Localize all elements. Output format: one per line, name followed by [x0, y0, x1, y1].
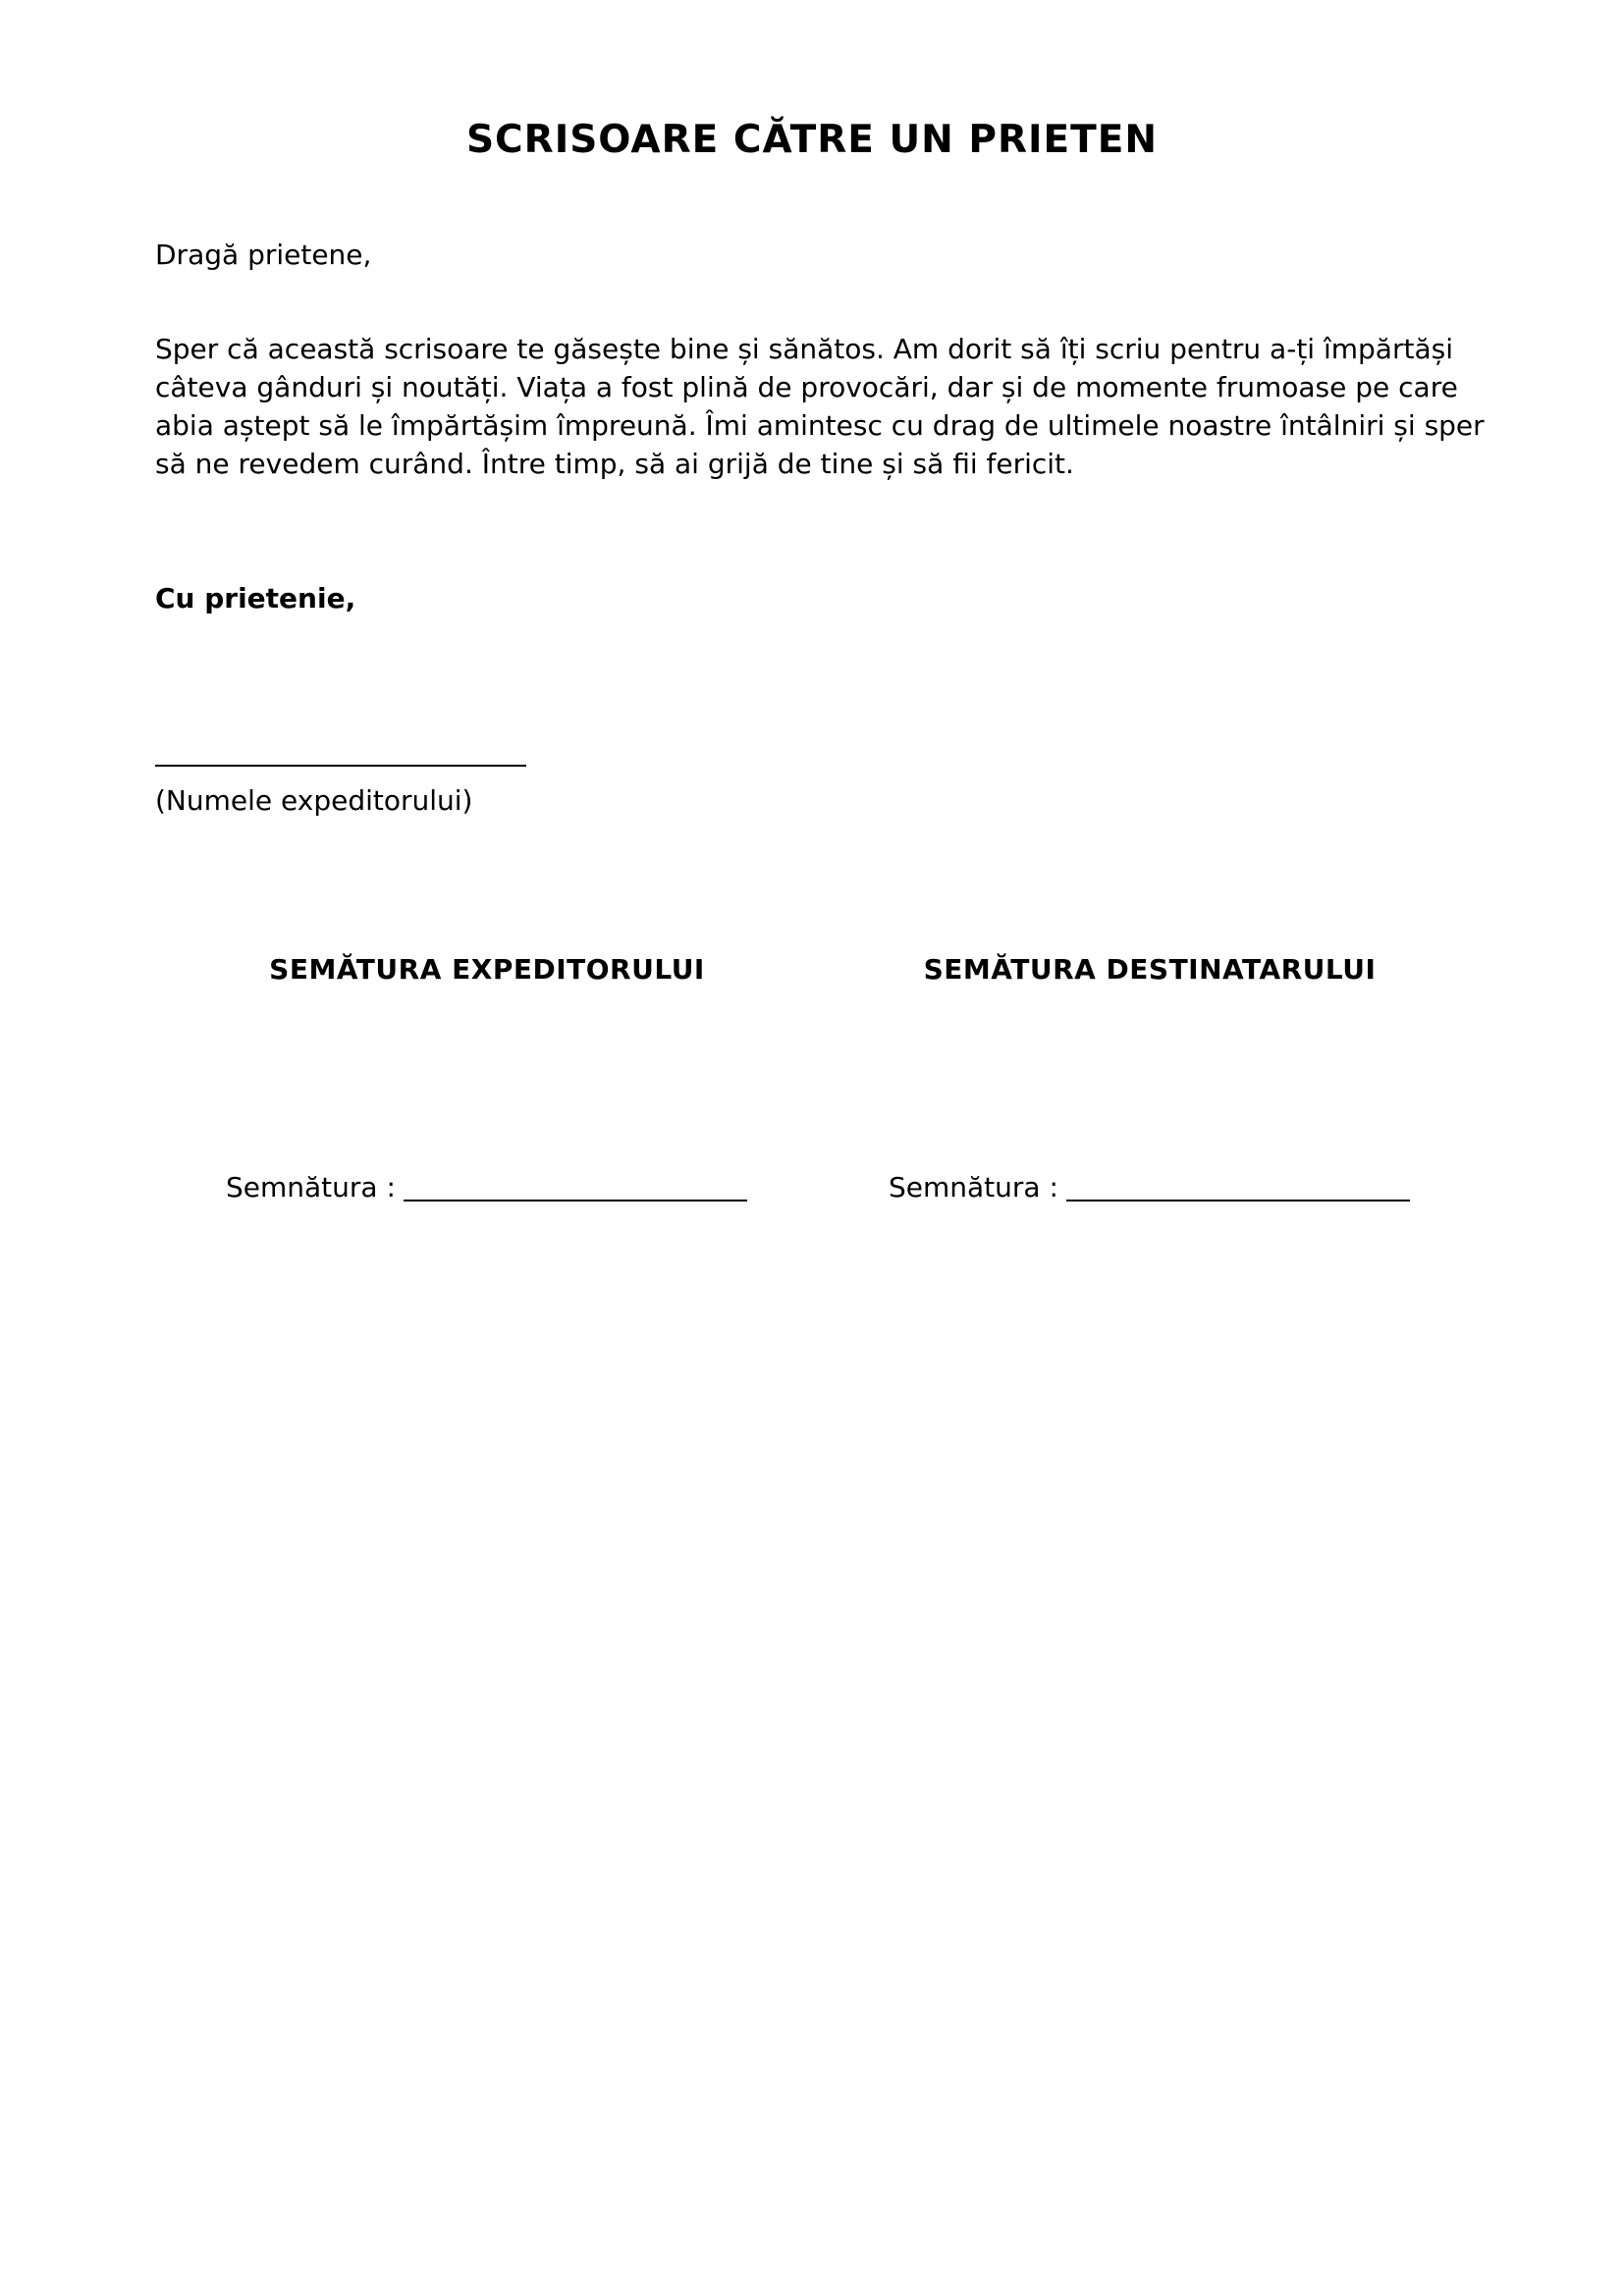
sender-signature-label: Semnătura :: [226, 1171, 396, 1203]
recipient-signature-heading: SEMĂTURA DESTINATARULUI: [923, 953, 1377, 986]
letter-body: Sper că această scrisoare te găsește bine și sănătos. Am dorit să îți scriu pentru a-ți împărtăși câteva gânduri și noutăți. Viața a fost plină de provocări, dar și de momente frumoase pe care abia aștept să le împărtășim împreună. Îmi amintesc cu drag de ultimele noastre întâlniri și sper să ne revedem curând. Între timp, să ai grijă de tine și să fii fericit.: [155, 333, 1485, 480]
recipient-signature-line: [1066, 1170, 1410, 1201]
page-title: SCRISOARE CĂTRE UN PRIETEN: [465, 118, 1159, 162]
sender-signature-field: [226, 1168, 747, 1207]
sender-name-line: [155, 765, 526, 767]
recipient-signature-label: Semnătura :: [889, 1171, 1058, 1203]
sender-signature-heading: SEMĂTURA EXPEDITORULUI: [269, 953, 705, 986]
sender-signature-line: [404, 1170, 747, 1201]
recipient-signature-field: [889, 1168, 1410, 1207]
letter-greeting: Dragă prietene,: [155, 239, 372, 271]
letter-closing: Cu prietenie,: [155, 582, 356, 614]
sender-name-placeholder: (Numele expeditorului): [155, 784, 473, 817]
